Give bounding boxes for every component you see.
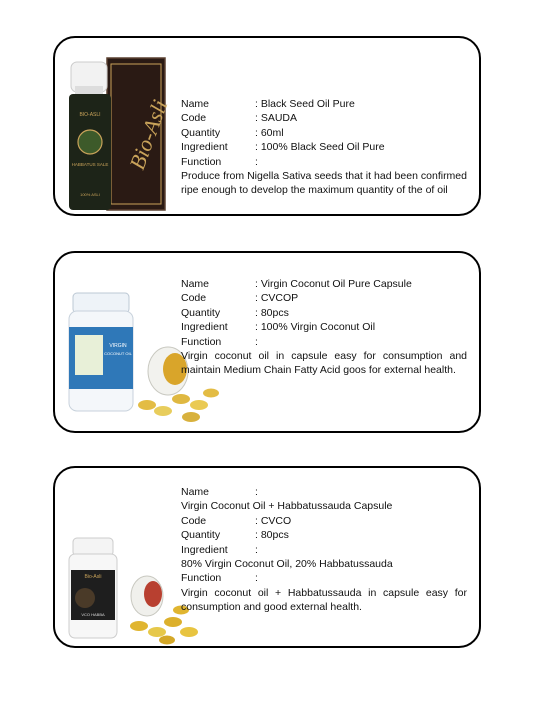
bottle-label-line1: BIO-ASLI xyxy=(79,112,101,118)
code-row xyxy=(181,514,467,528)
product-card-vco-habbatussauda xyxy=(53,466,481,648)
name-label: Name xyxy=(181,278,210,290)
code-value: : SAUDA xyxy=(255,112,298,125)
bottle-label-line3: 100% ASLI xyxy=(80,192,100,197)
ingredient-label: Ingredient xyxy=(181,321,228,334)
function-value: : xyxy=(255,572,258,585)
code-value: : CVCO xyxy=(255,514,292,527)
function-description: Virgin coconut oil in capsule easy for consumption and maintain Medium Chain Fatty Acid goos for external health. xyxy=(181,350,467,377)
code-row xyxy=(181,291,467,305)
function-label: Function xyxy=(181,155,222,168)
name-value: : Virgin Coconut Oil Pure Capsule xyxy=(255,278,412,290)
ingredient-text: 80% Virgin Coconut Oil, 20% Habbatussauda xyxy=(181,558,393,571)
function-label: Function xyxy=(181,572,222,585)
bottle-label-line2: COCONUT OIL xyxy=(104,351,132,356)
name-label: Name xyxy=(181,98,210,110)
function-description: Virgin coconut oil + Habbatussauda in capsule easy for consumption and good external health. xyxy=(181,586,467,614)
quantity-row xyxy=(181,528,467,542)
name-value: : xyxy=(255,486,258,498)
quantity-label: Quantity xyxy=(181,306,221,319)
function-value: : xyxy=(255,335,258,348)
name-text: Virgin Coconut Oil + Habbatussauda Capsule xyxy=(181,500,393,513)
function-row xyxy=(181,335,467,349)
product-card-black-seed-oil xyxy=(53,36,481,216)
function-row xyxy=(181,155,467,169)
ingredient-row xyxy=(181,320,467,334)
name-row xyxy=(181,485,467,499)
name-label: Name xyxy=(181,486,210,498)
ingredient-label: Ingredient xyxy=(181,141,228,154)
quantity-value: : 80pcs xyxy=(255,529,289,542)
code-value: : CVCOP xyxy=(255,292,299,305)
product-card-virgin-coconut-oil xyxy=(53,251,481,433)
ingredient-label: Ingredient xyxy=(181,543,228,556)
product-info-2 xyxy=(181,277,467,378)
code-label: Code xyxy=(181,514,207,527)
function-row xyxy=(181,571,467,585)
product-info-1 xyxy=(181,97,467,198)
bottle-label-line1: Bio-Asli xyxy=(84,574,102,580)
ingredient-row xyxy=(181,140,467,154)
name-row xyxy=(181,277,467,291)
function-value: : xyxy=(255,155,258,168)
name-row xyxy=(181,97,467,111)
box-brand-label: Bio-Asli xyxy=(124,96,173,173)
quantity-label: Quantity xyxy=(181,529,221,542)
function-label: Function xyxy=(181,335,222,348)
ingredient-value: : 100% Virgin Coconut Oil xyxy=(255,321,376,334)
code-row xyxy=(181,111,467,125)
code-label: Code xyxy=(181,292,207,305)
ingredient-value: : 100% Black Seed Oil Pure xyxy=(255,141,385,154)
quantity-label: Quantity xyxy=(181,126,221,139)
code-label: Code xyxy=(181,112,207,125)
function-description: Produce from Nigella Sativa seeds that it had been confirmed ripe enough to develop the maximum quantity of the of oil xyxy=(181,170,467,197)
product-info-3 xyxy=(181,485,467,615)
quantity-value: : 80pcs xyxy=(255,306,289,319)
name-value: : Black Seed Oil Pure xyxy=(255,98,355,110)
bottle-label-line2: HABBATUS SALE xyxy=(71,162,109,167)
bottle-label-line1: VIRGIN xyxy=(109,343,127,349)
quantity-value: : 60ml xyxy=(255,126,284,139)
quantity-row xyxy=(181,126,467,140)
quantity-row xyxy=(181,306,467,320)
ingredient-value: : xyxy=(255,543,258,556)
bottle-label-line2: VCO HABBA xyxy=(81,612,105,617)
ingredient-row xyxy=(181,543,467,557)
black-seed-oil-product-image xyxy=(65,56,175,216)
